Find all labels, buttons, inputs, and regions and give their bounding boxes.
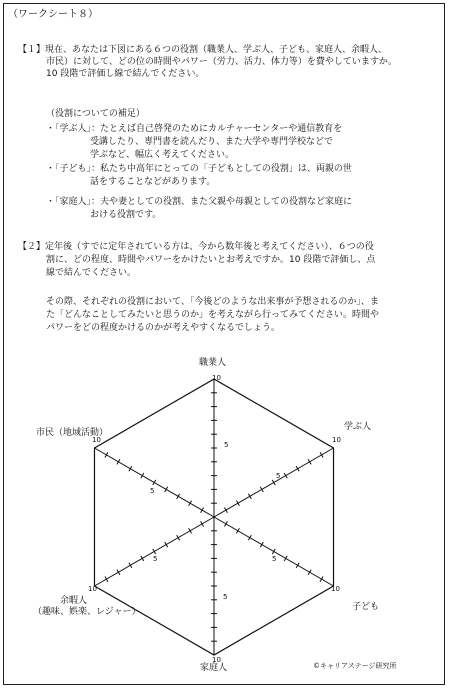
- axis-label-child: 子ども: [352, 602, 380, 612]
- axis-tick: [117, 459, 120, 464]
- axis-label-citizen: 市民（地域活動）: [36, 428, 109, 438]
- axis-tick: [129, 466, 132, 471]
- axis-label-leisure: 余暇人: [60, 596, 88, 606]
- tick-label-child-10: 10: [331, 585, 340, 593]
- axis-label-learner: 学ぶ人: [344, 422, 372, 432]
- axis-tick: [236, 528, 239, 533]
- instruction-line-2: た「どんなことしてみたいと思うのか」を考えながら行ってみてください。時間や: [46, 310, 380, 320]
- question-1-line-1: 【１】現在、あなたは下図にある６つの役割（職業人、学ぶ人、子ども、家庭人、余暇人、: [18, 45, 388, 55]
- tick-label-citizen-5: 5: [150, 487, 155, 495]
- supplement-heading: （役割についての補足）: [46, 109, 145, 119]
- tick-label-leisure-5: 5: [153, 555, 158, 563]
- tick-label-leisure-10: 10: [88, 585, 97, 593]
- tick-label-worker-5: 5: [224, 441, 229, 449]
- axis-tick: [153, 549, 156, 554]
- question-2-line-1: 【２】定年後（すでに定年されている方は、今から数年後と考えてください）、６つの役: [18, 242, 374, 252]
- axis-tick: [236, 501, 239, 506]
- axis-tick: [189, 501, 192, 506]
- axis-tick: [260, 542, 263, 547]
- supplement-line: ・「学ぶ人」：たとえば自己啓発のためにカルチャーセンターや通信教育を: [46, 124, 343, 134]
- axis-tick: [320, 452, 323, 457]
- tick-label-child-5: 5: [272, 555, 277, 563]
- tick-label-worker-10: 10: [212, 374, 221, 382]
- axis-label-worker: 職業人: [199, 358, 227, 368]
- axis-tick: [129, 563, 132, 568]
- axis-tick: [296, 466, 299, 471]
- axis-tick: [272, 549, 275, 554]
- supplement-line: ・「子ども」：私たち中高年にとっての「子どもとしての役割」は、両親の世: [46, 164, 352, 174]
- axis-tick: [165, 542, 168, 547]
- axis-label-homemaker: 家庭人: [200, 663, 228, 673]
- tick-label-learner-5: 5: [276, 472, 281, 480]
- axis-tick: [320, 577, 323, 582]
- axis-tick: [105, 577, 108, 582]
- axis-tick: [284, 473, 287, 478]
- tick-label-homemaker-5: 5: [223, 593, 228, 601]
- axis-label-leisure-sub: （趣味、娯楽、レジャー）: [33, 607, 141, 617]
- worksheet-title: （ワークシート８）: [8, 9, 98, 20]
- supplement-line: 話をすることなどがあります。: [90, 177, 216, 187]
- axis-tick: [308, 459, 311, 464]
- question-1-line-3: 10 段階で評価し線で結んでください。: [46, 69, 205, 79]
- question-2-line-3: 線で結んでください。: [46, 268, 137, 278]
- axis-tick: [117, 570, 120, 575]
- axis-tick: [260, 487, 263, 492]
- axis-tick: [201, 508, 204, 513]
- axis-tick: [165, 487, 168, 492]
- axis-tick: [141, 473, 144, 478]
- axis-tick: [224, 508, 227, 513]
- supplement-line: 受講したり、専門書を読んだり、また大学や専門学校などで: [90, 137, 334, 147]
- supplement-line: ・「家庭人」：夫や妻としての役割、また父親や母親としての役割など家庭に: [46, 197, 353, 207]
- axis-tick: [308, 570, 311, 575]
- axis-tick: [296, 563, 299, 568]
- axis-tick: [248, 494, 251, 499]
- tick-label-learner-10: 10: [332, 436, 341, 444]
- axis-tick: [189, 528, 192, 533]
- axis-tick: [248, 535, 251, 540]
- axis-tick: [153, 480, 156, 485]
- question-2-line-2: 割に、どの程度、時間やパワーをかけたいとお考えですか。10 段階で評価し、点: [46, 255, 376, 265]
- axis-tick: [224, 521, 227, 526]
- supplement-line: 学ぶなど、幅広く考えてください。: [90, 150, 235, 160]
- axis-tick: [177, 494, 180, 499]
- axis-tick: [105, 452, 108, 457]
- tick-label-homemaker-10: 10: [212, 656, 221, 664]
- copyright-notice: ©キャリアステージ研究所: [313, 662, 397, 670]
- axis-tick: [284, 556, 287, 561]
- question-1-line-2: 市民）に対して、どの位の時間やパワー（労力、活力、体力等）を費やしていますか。: [46, 57, 397, 67]
- tick-label-citizen-10: 10: [92, 436, 101, 444]
- instruction-line-1: その際、それぞれの役割において、「今後どのような出来事が予想されるのか」、ま: [46, 297, 379, 307]
- axis-tick: [141, 556, 144, 561]
- axis-tick: [177, 535, 180, 540]
- instruction-line-3: パワーをどの程度かけるのかが考えやすくなるでしょう。: [46, 323, 280, 333]
- axis-tick: [272, 480, 275, 485]
- supplement-line: おける役割です。: [90, 210, 162, 220]
- axis-tick: [201, 521, 204, 526]
